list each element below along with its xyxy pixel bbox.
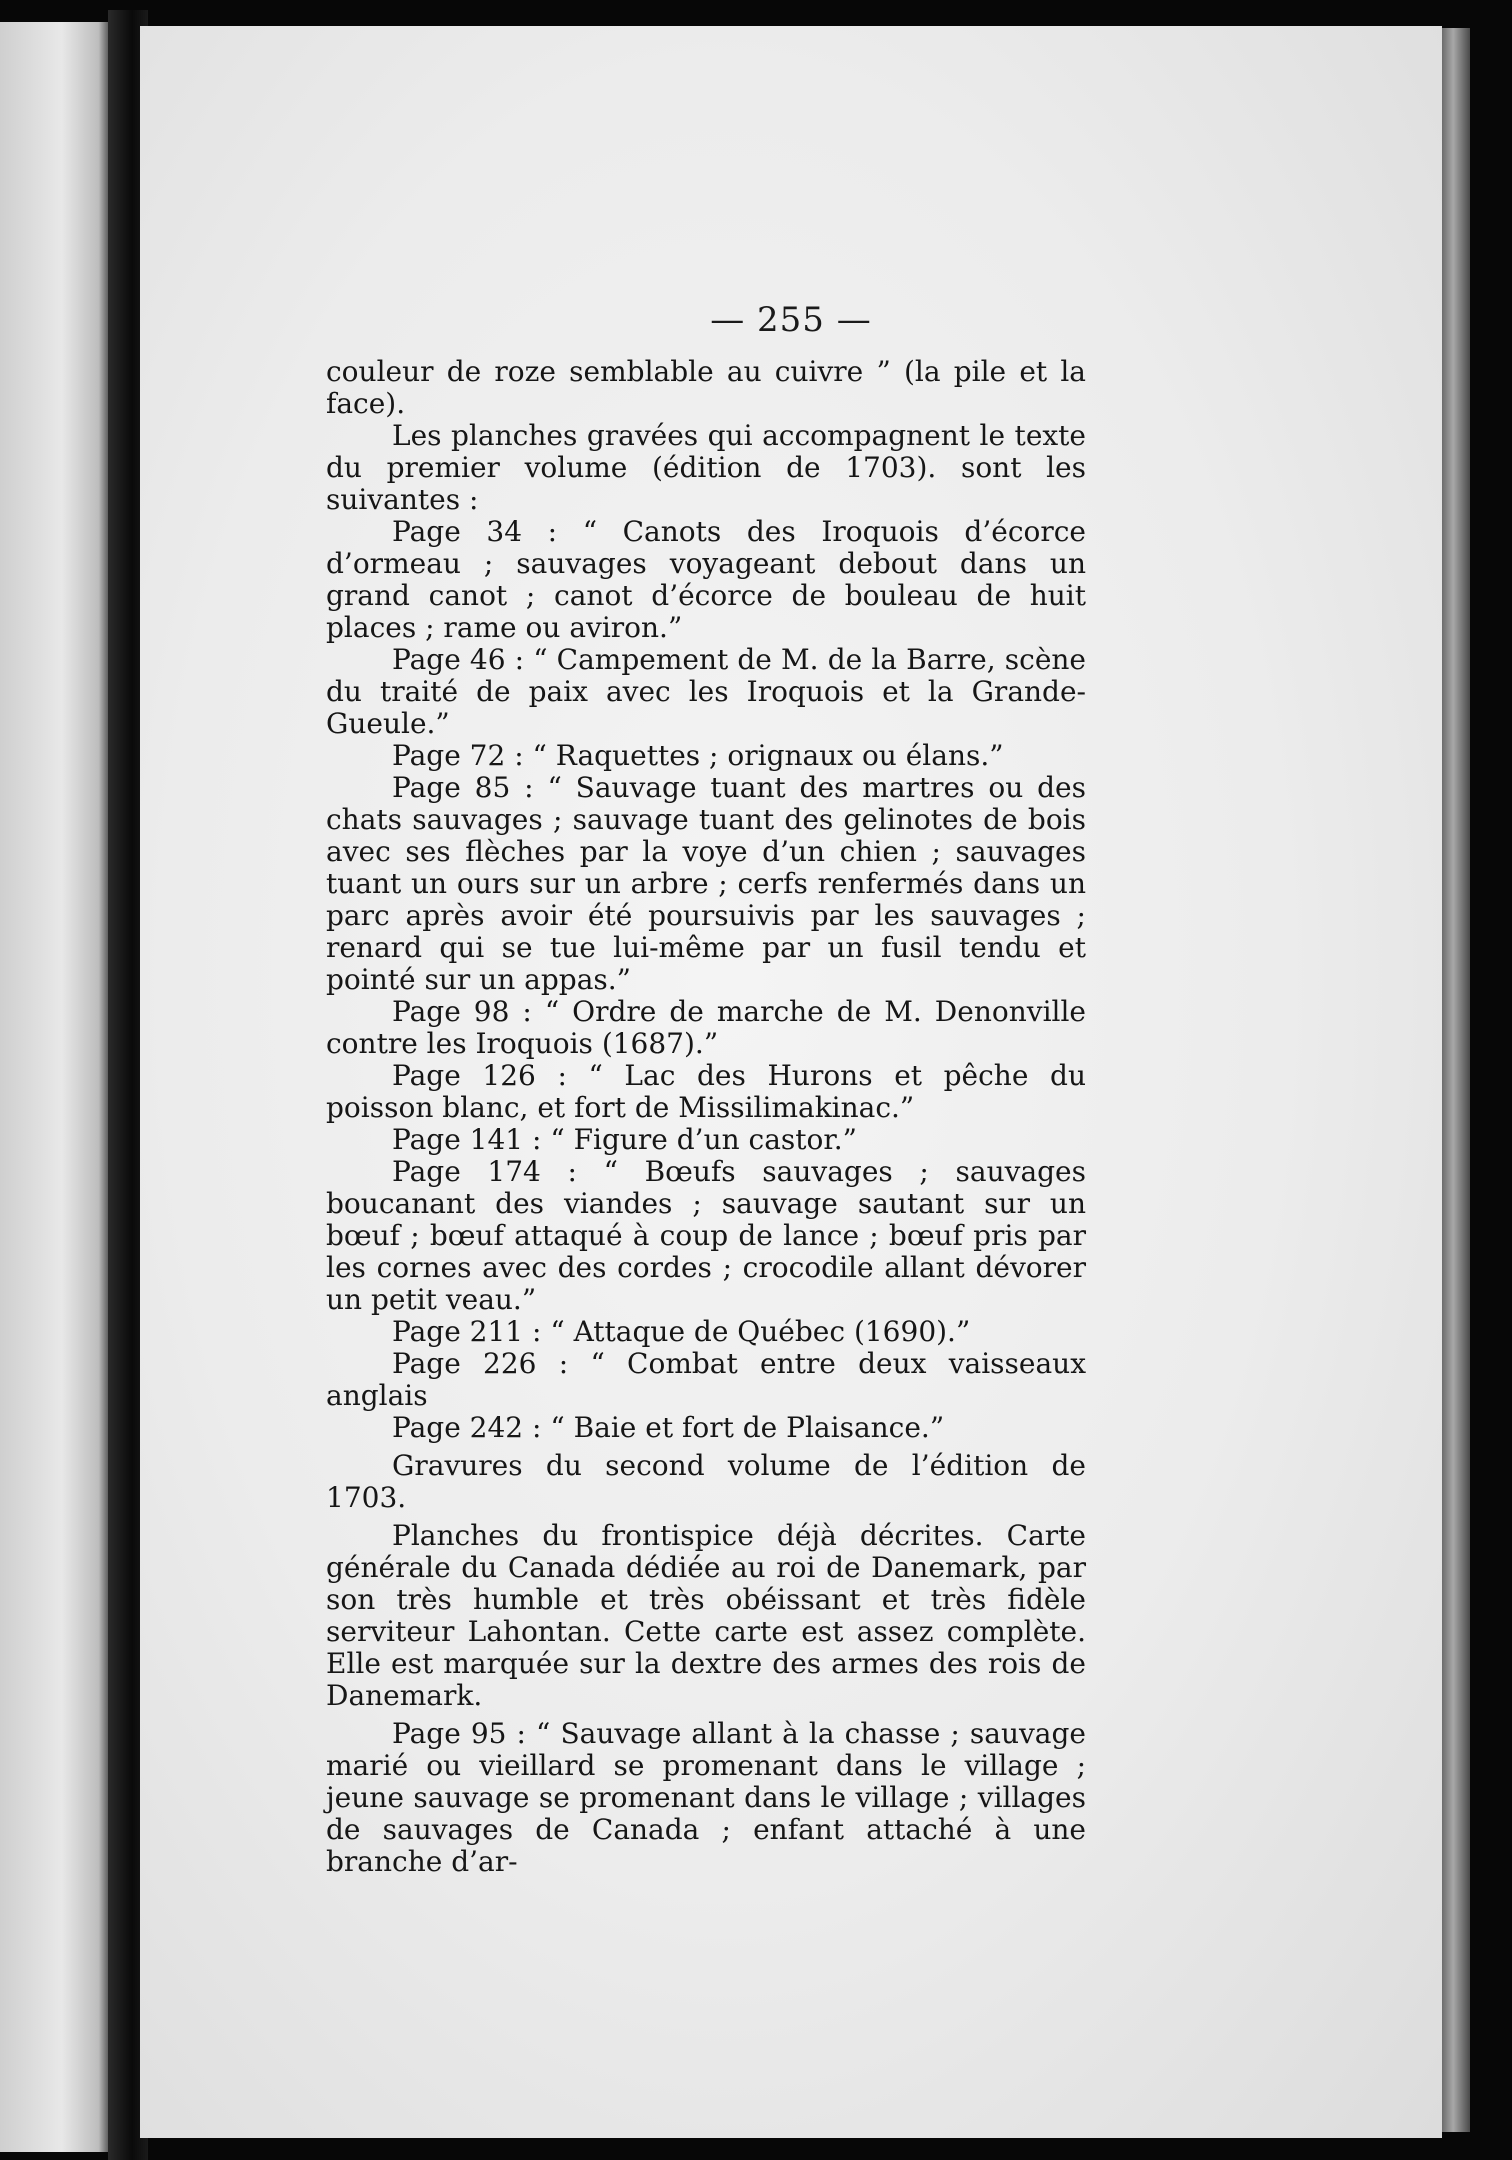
paragraph: Page 226 : “ Combat entre deux vaisseaux anglais bbox=[326, 1347, 1086, 1412]
paragraph: Page 95 : “ Sauvage allant à la chasse ; sauvage marié ou vieillard se promenant dans le village ; jeune sauvage se promenant dans le village ; villages de sauvages de Canada ; enfant attaché à une branche d’ar- bbox=[326, 1717, 1086, 1878]
paragraph: Planches du frontispice déjà décrites. Carte générale du Canada dédiée au roi de Danemark, par son très humble et très obéissant et très fidèle serviteur Lahontan. Cette carte est assez complète. Elle est marquée sur la dextre des armes des rois de Danemark. bbox=[326, 1519, 1086, 1712]
paragraph: Page 126 : “ Lac des Hurons et pêche du poisson blanc, et fort de Missilimakinac.” bbox=[326, 1059, 1086, 1124]
paragraph: Page 141 : “ Figure d’un castor.” bbox=[392, 1123, 857, 1156]
page-stack-edge bbox=[1442, 28, 1470, 2132]
page-number: — 255 — bbox=[710, 300, 872, 340]
paragraph: Page 174 : “ Bœufs sauvages ; sauvages boucanant des viandes ; sauvage sautant sur un bœuf ; bœuf attaqué à coup de lance ; bœuf pris par les cornes avec des cordes ; crocodile allant dévorer un petit veau.” bbox=[326, 1155, 1086, 1316]
paragraph: Page 98 : “ Ordre de marche de M. Denonville contre les Iroquois (1687).” bbox=[326, 995, 1086, 1060]
paragraph: Les planches gravées qui accompagnent le texte du premier volume (édition de 1703). sont les suivantes : bbox=[326, 419, 1086, 516]
paragraph: Page 72 : “ Raquettes ; orignaux ou élans.” bbox=[392, 739, 1004, 772]
body-text bbox=[326, 356, 1086, 1878]
paragraph: Gravures du second volume de l’édition de 1703. bbox=[326, 1449, 1086, 1514]
paragraph: Page 46 : “ Campement de M. de la Barre, scène du traité de paix avec les Iroquois et la Grande-Gueule.” bbox=[326, 643, 1086, 740]
paragraph: Page 211 : “ Attaque de Québec (1690).” bbox=[392, 1315, 971, 1348]
paragraph: Page 85 : “ Sauvage tuant des martres ou des chats sauvages ; sauvage tuant des gelinotes de bois avec ses flèches par la voye d’un chien ; sauvages tuant un ours sur un arbre ; cerfs renfermés dans un parc après avoir été poursuivis par les sauvages ; renard qui se tue lui-même par un fusil tendu et pointé sur un appas.” bbox=[326, 771, 1086, 996]
paragraph: Page 34 : “ Canots des Iroquois d’écorce d’ormeau ; sauvages voyageant debout dans un grand canot ; canot d’écorce de bouleau de huit places ; rame ou aviron.” bbox=[326, 515, 1086, 644]
paragraph: Page 242 : “ Baie et fort de Plaisance.” bbox=[392, 1411, 945, 1444]
paragraph: couleur de roze semblable au cuivre ” (la pile et la face). bbox=[326, 355, 1086, 420]
facing-page-edge bbox=[0, 22, 112, 2152]
